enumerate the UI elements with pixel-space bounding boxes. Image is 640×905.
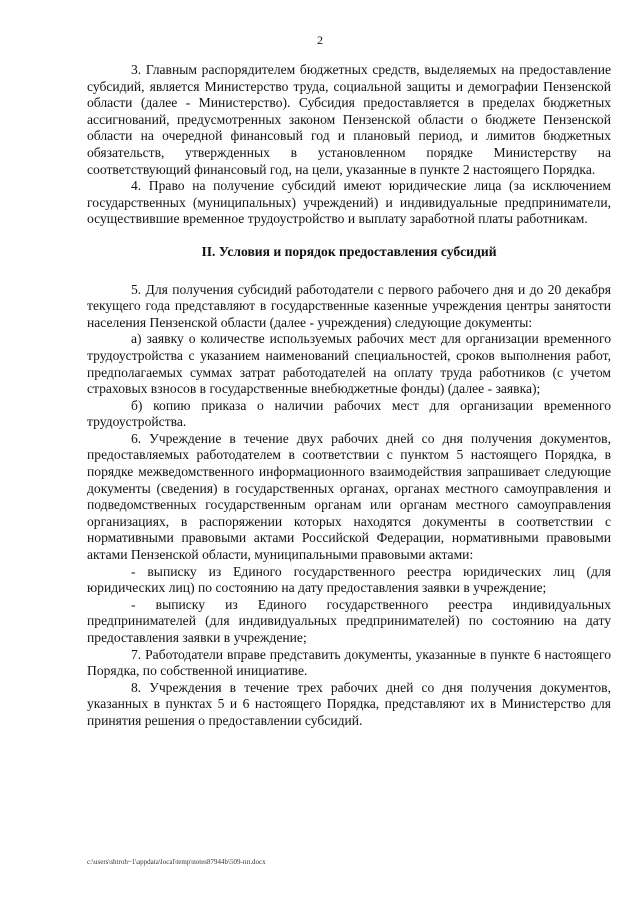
paragraph-7: 7. Работодатели вправе представить документы, указанные в пункте 6 настоящего Порядка, по собственной инициативе. (87, 646, 611, 679)
paragraph-6-item-1: - выписку из Единого государственного реестра юридических лиц (для юридических лиц) по состоянию на дату предоставления заявки в учреждение; (87, 563, 611, 596)
document-body (87, 62, 611, 730)
section-heading: II. Условия и порядок предоставления субсидий (201, 243, 497, 259)
footer-file-path: c:\users\shtroh~1\appdata\local\temp\notes87944b\509-пп.docx (87, 858, 266, 866)
page-number: 2 (317, 33, 323, 47)
paragraph-5a: а) заявку о количестве используемых рабочих мест для организации временного трудоустройства с указанием наименований специальностей, сроков выполнения работ, предполагаемых суммах затрат работодателей на оплату труда работников (с учетом страховых взносов в государственные внебюджетные фонды) (далее - заявка); (87, 331, 611, 397)
paragraph-6-item-2: - выписку из Единого государственного реестра индивидуальных предпринимателей (для индивидуальных предпринимателей) по состоянию на дату предоставления заявки в учреждение; (87, 596, 611, 645)
paragraph-4: 4. Право на получение субсидий имеют юридические лица (за исключением государственных (муниципальных) учреждений) и индивидуальные предприниматели, осуществившие временное трудоустройство и выплату заработной платы работникам. (87, 178, 611, 227)
paragraph-6: 6. Учреждение в течение двух рабочих дней со дня получения документов, предоставляемых работодателем в соответствии с пунктом 5 настоящего Порядка, в порядке межведомственного информационного взаимодействия запрашивает следующие документы (сведения) в государственных органах, органах местного самоуправления и подведомственных государственным органам или органам местного самоуправления организациях, в распоряжении которых находятся документы в соответствии с нормативными правовыми актами Российской Федерации, нормативными правовыми актами Пензенской области, муниципальными правовыми актами: (87, 430, 611, 563)
paragraph-8: 8. Учреждения в течение трех рабочих дней со дня получения документов, указанных в пунктах 5 и 6 настоящего Порядка, представляют их в Министерство для принятия решения о предоставлении субсидий. (87, 679, 611, 728)
paragraph-5: 5. Для получения субсидий работодатели с первого рабочего дня и до 20 декабря текущего года представляют в государственные казенные учреждения центры занятости населения Пензенской области (далее - учреждения) следующие документы: (87, 281, 611, 330)
paragraph-3: 3. Главным распорядителем бюджетных средств, выделяемых на предоставление субсидий, является Министерство труда, социальной защиты и демографии Пензенской области (далее - Министерство). Субсидия предоставляется в пределах бюджетных ассигнований, предусмотренных законом Пензенской области о бюджете Пензенской области на очередной финансовый год и плановый период, и лимитов бюджетных обязательств, утвержденных в установленном порядке Министерству на соответствующий финансовый год, на цели, указанные в пункте 2 настоящего Порядка. (87, 62, 611, 177)
paragraph-5b: б) копию приказа о наличии рабочих мест для организации временного трудоустройства. (87, 397, 611, 430)
